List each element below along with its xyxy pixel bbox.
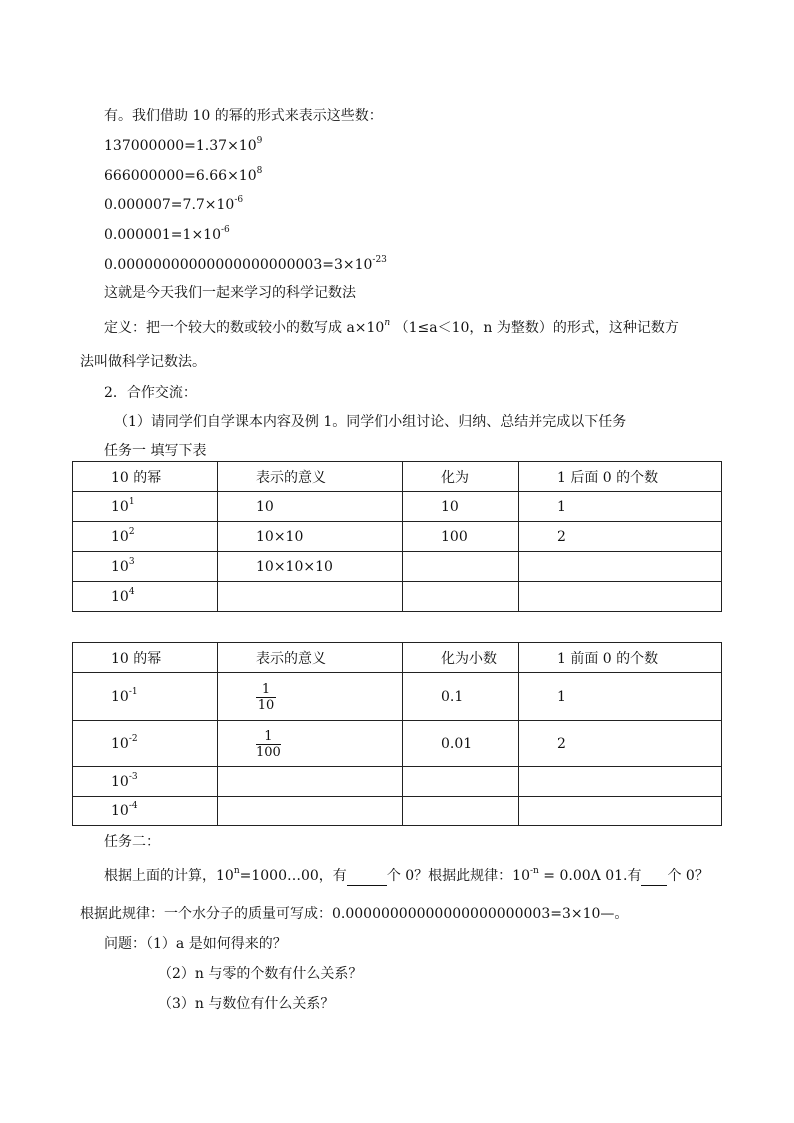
table-row [73,721,722,767]
question-1: 问题：（1）a 是如何得来的？ [104,936,287,952]
meaning-cell [218,767,403,797]
value-cell: 0.1 [403,673,519,721]
water-molecule-text: 根据此规律：一个水分子的质量可写成：0.00000000000000000000003=3×10—。 [80,906,629,922]
value-cell: 0.01 [403,721,519,767]
table-header-row [73,643,722,673]
table-row [73,767,722,797]
value-cell [403,797,519,826]
power-cell: $10^{-3}$ [73,767,218,797]
question-2: （2）n 与零的个数有什么关系？ [158,966,363,982]
meaning-cell [218,582,403,612]
table-row [73,552,722,582]
power-cell: $10^4$ [73,582,218,612]
power-cell: $10^2$ [73,522,218,552]
header-zero-count: 1 后面 0 的个数 [519,462,722,492]
task-intro: （1）请同学们自学课本内容及例 1。同学们小组讨论、归纳、总结并完成以下任务 [114,414,627,430]
example-2: $666000000=6.66\times 10^8$ [104,166,263,184]
example-4: $0.000001=1\times 10^{-6}$ [104,225,230,243]
table-positive-powers [72,461,722,612]
meaning-cell: 10 [218,492,403,522]
example-1: $137000000=1.37\times 10^9$ [104,136,263,154]
table-negative-powers [72,642,722,826]
example-5: $0.00000000000000000000003=3\times 10^{-23}$ [104,255,387,273]
power-cell: $10^1$ [73,492,218,522]
header-decimal: 化为小数 [403,643,519,673]
table-row [73,492,722,522]
table-row [73,522,722,552]
count-cell [519,582,722,612]
count-cell [519,552,722,582]
header-meaning: 表示的意义 [218,462,403,492]
example-3: $0.000007=7.7\times 10^{-6}$ [104,195,244,213]
header-value: 化为 [403,462,519,492]
power-cell: $10^{-2}$ [73,721,218,767]
value-cell: 100 [403,522,519,552]
value-cell [403,552,519,582]
power-cell: $10^{-4}$ [73,797,218,826]
table-header-row [73,462,722,492]
count-cell: 1 [519,673,722,721]
today-text: 这就是今天我们一起来学习的科学记数法 [104,285,356,301]
meaning-cell: 10×10 [218,522,403,552]
intro-text: 有。我们借助 10 的幂的形式来表示这些数： [104,108,383,124]
power-cell: $10^{-1}$ [73,673,218,721]
fraction: $\frac{1}{100}$ [256,728,281,760]
count-cell: 2 [519,522,722,552]
header-meaning: 表示的意义 [218,643,403,673]
answer-blank-1[interactable] [347,871,387,886]
value-cell: 10 [403,492,519,522]
task1-label: 任务一 填写下表 [104,443,207,459]
count-cell [519,767,722,797]
header-power: 10 的幂 [73,643,218,673]
fraction: $\frac{1}{10}$ [257,681,275,713]
count-cell: 2 [519,721,722,767]
table-row [73,797,722,826]
question-3: （3）n 与数位有什么关系？ [158,996,335,1012]
definition-line-1: 定义：把一个较大的数或较小的数写成 $a\times 10^n$ （1≤a＜10，n 为整数）的形式，这种记数方 [104,318,679,336]
meaning-cell [218,721,403,767]
table-row [73,582,722,612]
power-cell: $10^3$ [73,552,218,582]
meaning-cell [218,797,403,826]
task2-label: 任务二： [104,834,160,850]
count-cell: 1 [519,492,722,522]
count-cell [519,797,722,826]
value-cell [403,767,519,797]
table-row [73,673,722,721]
header-power: 10 的幂 [73,462,218,492]
rule-line: 根据上面的计算，$10^n=1000\dots 00$，有 个 0？根据此规律：$10^{-n} = 0.00\Lambda$ 01.有 个 0？ [104,866,709,884]
header-zero-count: 1 前面 0 的个数 [519,643,722,673]
definition-line-2: 法叫做科学记数法。 [80,354,206,370]
meaning-cell [218,673,403,721]
section-heading: 2．合作交流： [104,385,197,401]
value-cell [403,582,519,612]
meaning-cell: 10×10×10 [218,552,403,582]
answer-blank-2[interactable] [641,871,667,886]
